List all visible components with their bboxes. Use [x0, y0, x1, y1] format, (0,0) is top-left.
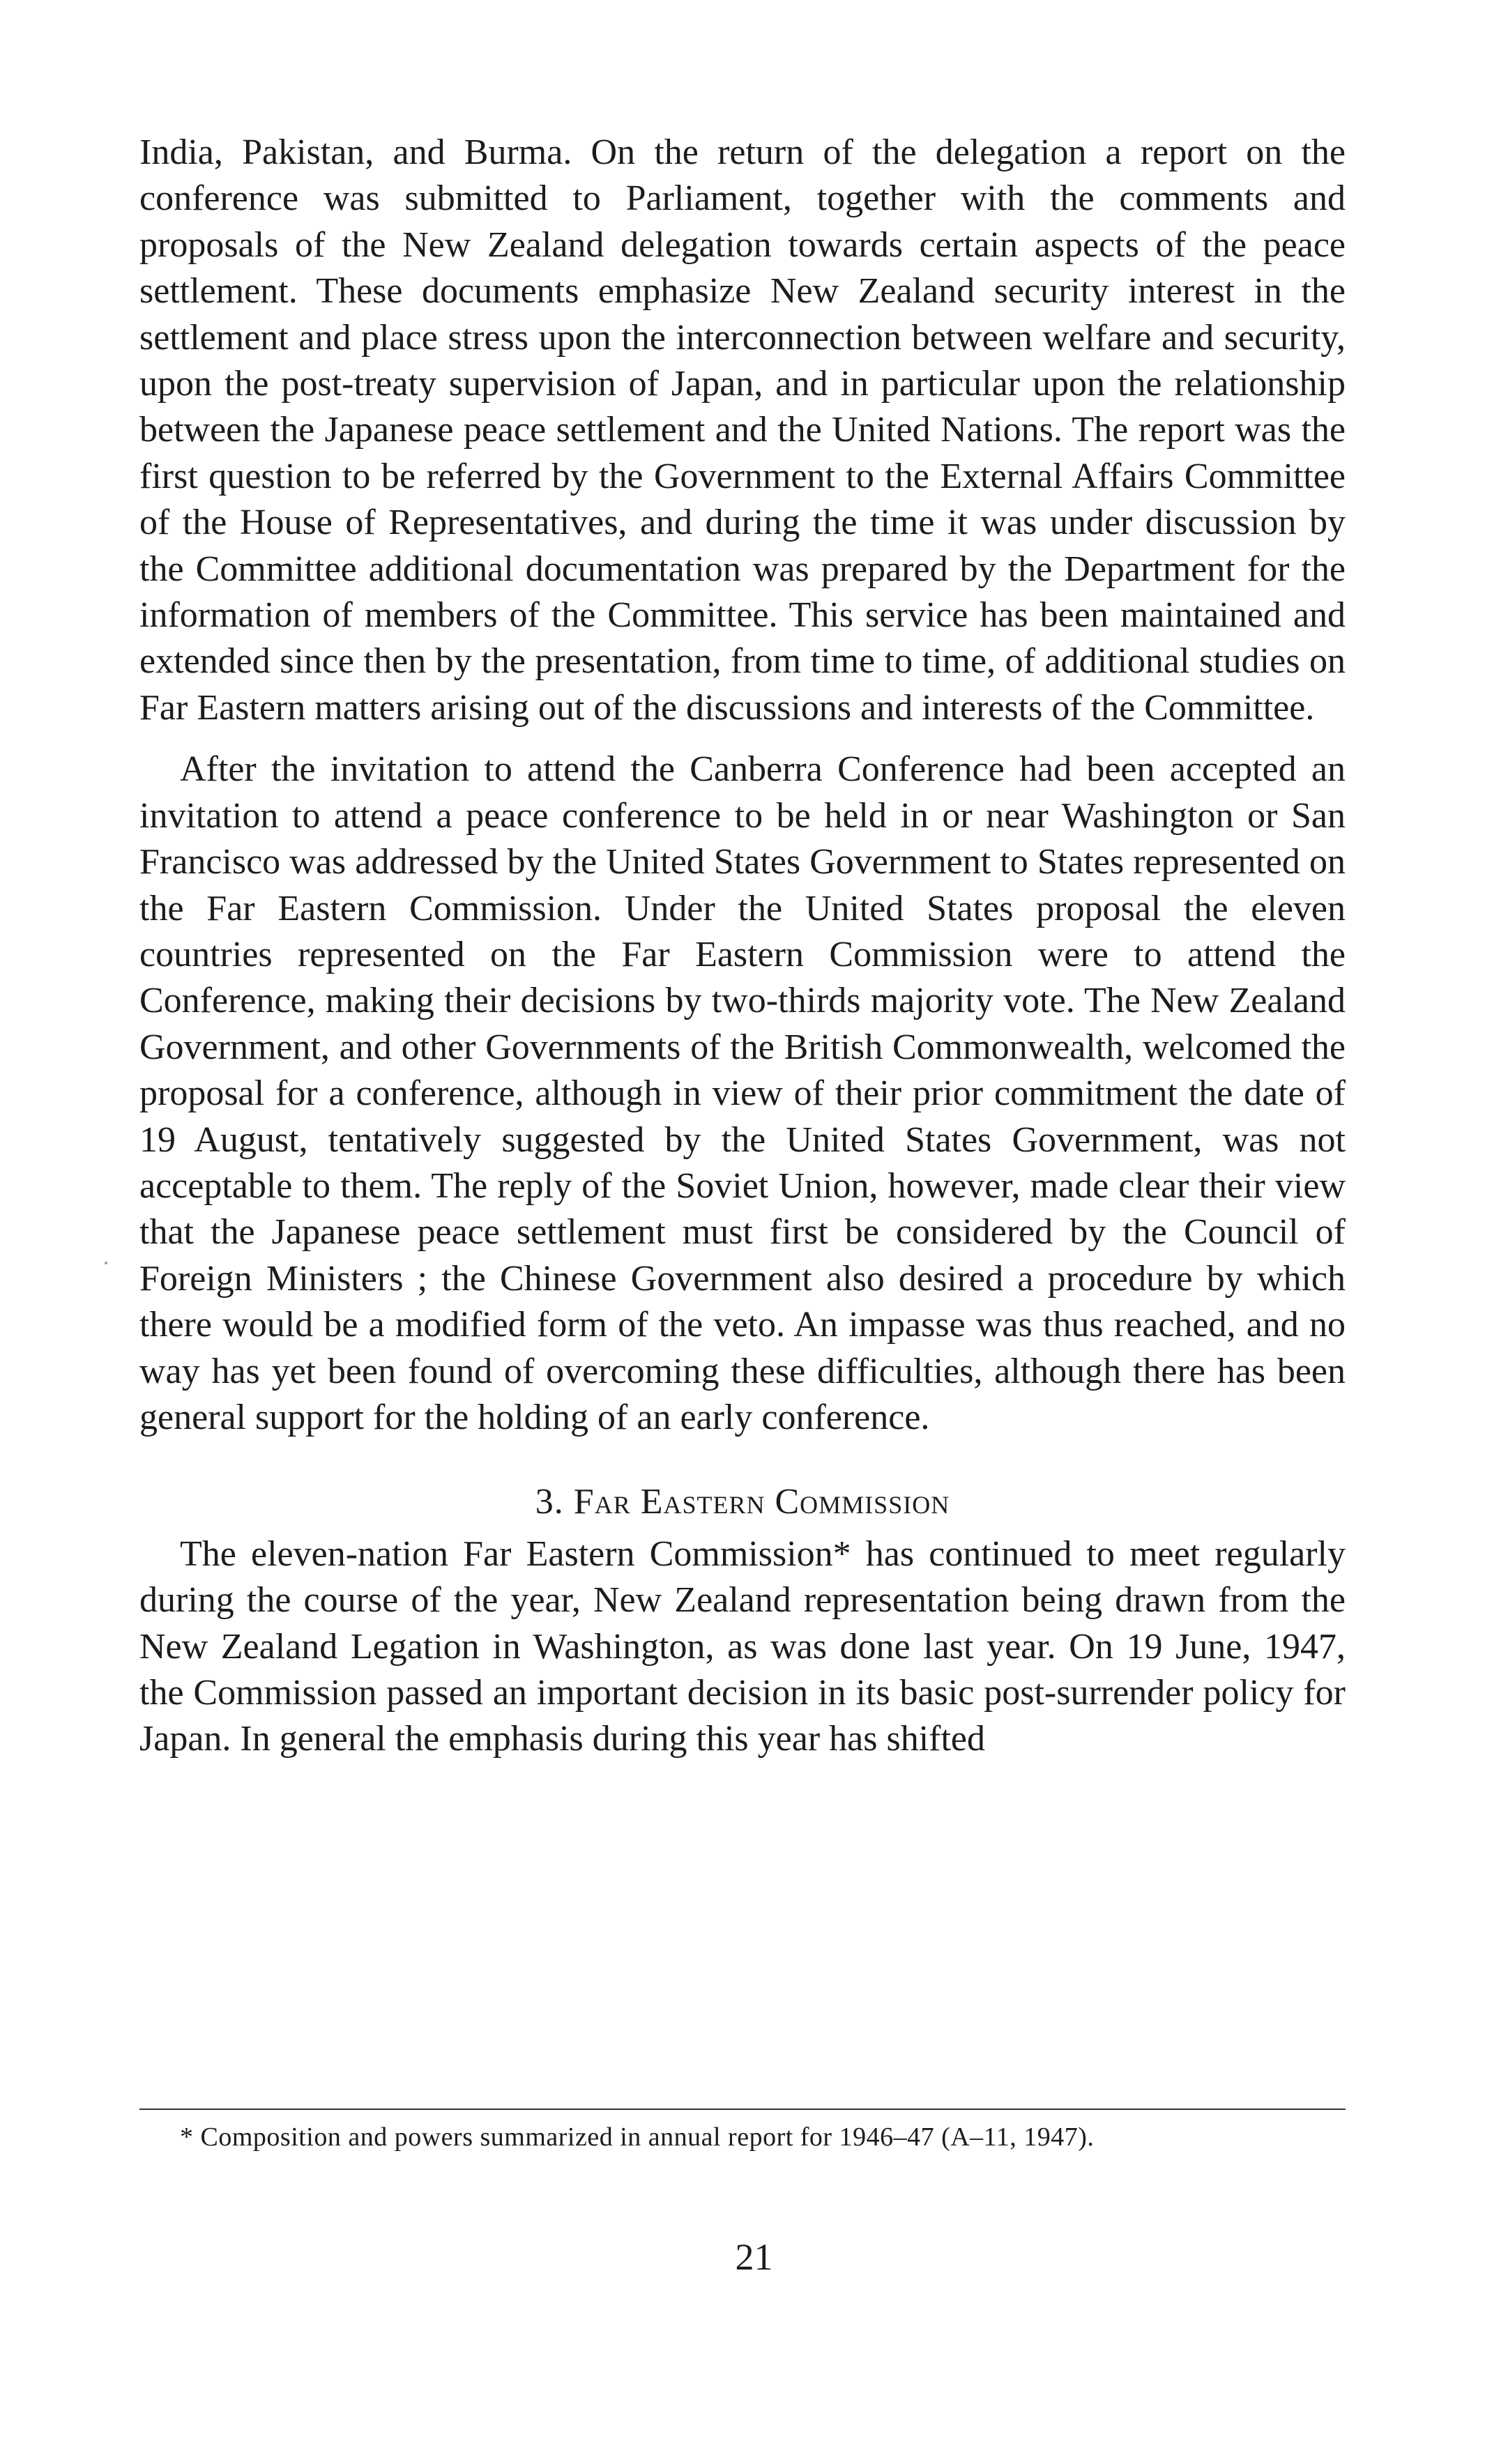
- paragraph-peace-conference: After the invitation to attend the Canberra Conference had been accepted an invitation to attend a peace conference to be held in or near Washington or San Francisco was addressed by the United States Government to States represented on the Far Eastern Commission. Under the United States proposal the eleven countries represented on the Far Eastern Commission were to attend the Conference, making their decisions by two-thirds majority vote. The New Zealand Government, and other Governments of the British Commonwealth, welcomed the proposal for a conference, although in view of their prior commitment the date of 19 August, tentatively suggested by the United States Government, was not acceptable to them. The reply of the Soviet Union, however, made clear their view that the Japanese peace settlement must first be considered by the Council of Foreign Ministers ; the Chinese Government also desired a procedure by which there would be a modified form of the veto. An impasse was thus reached, and no way has yet been found of overcoming these difficulties, although there has been general support for the holding of an early conference.: [139, 749, 1346, 1437]
- margin-speck: [105, 1262, 107, 1264]
- page-number: 21: [735, 2236, 773, 2278]
- paragraph-far-eastern-commission: The eleven-nation Far Eastern Commission* has continued to meet regularly during the course of the year, New Zealand representation being drawn from the New Zealand Legation in Washington, as was done last year. On 19 June, 1947, the Commission passed an important decision in its basic post-surrender policy for Japan. In general the emphasis during this year has shifted: [139, 1533, 1346, 1759]
- paragraph-delegation-report: India, Pakistan, and Burma. On the return of the delegation a report on the conference was submitted to Parliament, together with the comments and proposals of the New Zealand delegation towards certain aspects of the peace settlement. These documents emphasize New Zealand security interest in the settlement and place stress upon the interconnection between welfare and security, upon the post-treaty supervision of Japan, and in particular upon the relationship between the Japanese peace settlement and the United Nations. The report was the first question to be referred by the Government to the External Affairs Committee of the House of Representatives, and during the time it was under discussion by the Committee additional documentation was prepared by the Department for the information of members of the Committee. This service has been maintained and extended since then by the presentation, from time to time, of additional studies on Far Eastern matters arising out of the discussions and interests of the Committee.: [139, 132, 1346, 728]
- footnote-divider: [139, 2109, 1346, 2110]
- section-heading: 3. Far Eastern Commission: [535, 1482, 950, 1522]
- footnote: * Composition and powers summarized in annual report for 1946–47 (A–11, 1947).: [180, 2122, 1095, 2152]
- body-text: [139, 130, 1346, 1763]
